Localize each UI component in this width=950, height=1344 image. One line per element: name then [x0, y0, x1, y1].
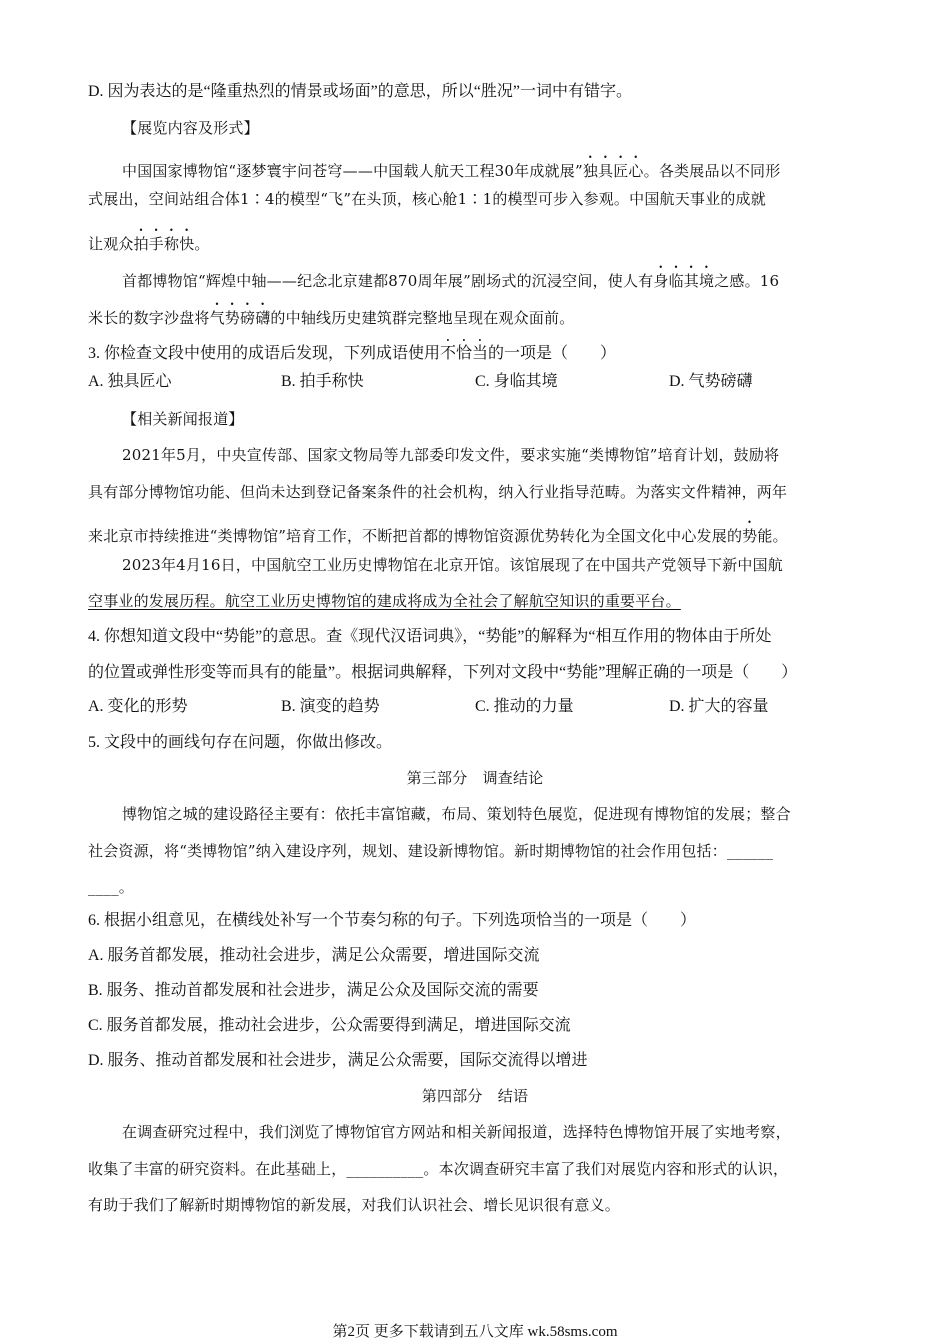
q2-option-d: D. 因为表达的是“隆重热烈的情景或场面”的意思，所以“胜况”一词中有错字。	[88, 83, 632, 100]
exhibit-paragraph-1-line-1: 中国国家博物馆“逐梦寰宇问苍穹——中国载人航天工程30年成就展”独具匠心。各类展品以不同形	[122, 162, 781, 180]
question-6: 6. 根据小组意见，在横线处补写一个节奏匀称的句子。下列选项恰当的一项是（ ）	[88, 912, 697, 929]
question-4-line-2: 的位置或弹性形变等而具有的能量”。根据词典解释，下列对文段中“势能”理解正确的一项是（ ）	[88, 664, 798, 681]
news-paragraph-1-line-3: 来北京市持续推进“类博物馆”培育工作，不断把首都的博物馆资源优势转化为全国文化中心发展的势能。	[88, 527, 788, 545]
page-footer: 第2页 更多下载请到五八文库 wk.58sms.com	[332, 1324, 618, 1340]
q3-option-a: A. 独具匠心	[88, 373, 172, 390]
part-4-line-3: 有助于我们了解新时期博物馆的新发展，对我们认识社会、增长见识很有意义。	[88, 1196, 621, 1214]
part-4-title: 第四部分 结语	[421, 1087, 529, 1105]
exhibit-paragraph-2-line-2: 米长的数字沙盘将气势磅礴的中轴线历史建筑群完整地呈现在观众面前。	[88, 309, 575, 327]
q6-option-d: D. 服务、推动首都发展和社会进步，满足公众需要，国际交流得以增进	[88, 1052, 588, 1069]
idiom-paishou-chengkuai: 拍手称快	[133, 235, 195, 253]
q6-option-a: A. 服务首都发展，推动社会进步，满足公众需要，增进国际交流	[88, 947, 540, 964]
news-paragraph-2-line-1: 2023年4月16日，中国航空工业历史博物馆在北京开馆。该馆展现了在中国共产党领导下新中国航	[122, 556, 784, 574]
q6-option-b: B. 服务、推动首都发展和社会进步，满足公众及国际交流的需要	[88, 982, 539, 999]
q4-option-d: D. 扩大的容量	[669, 698, 769, 715]
exhibit-paragraph-2-line-1: 首都博物馆“辉煌中轴——纪念北京建都870周年展”剧场式的沉浸空间，使人有身临其境之感。16	[122, 272, 780, 290]
q3-option-d: D. 气势磅礴	[669, 373, 753, 390]
news-paragraph-2-line-2: 空事业的发展历程。航空工业历史博物馆的建成将成为全社会了解航空知识的重要平台。	[88, 592, 681, 610]
part-3-line-3: ____。	[88, 878, 135, 896]
exhibit-paragraph-1-line-2: 式展出，空间站组合体1∶4的模型“飞”在头顶，核心舱1∶1的模型可步入参观。中国航天事业的成就	[88, 190, 766, 208]
question-3: 3. 你检查文段中使用的成语后发现，下列成语使用不恰当的一项是（ ）	[88, 345, 617, 362]
news-paragraph-1-line-2: 具有部分博物馆功能、但尚未达到登记备案条件的社会机构，纳入行业指导范畴。为落实文件精神，两年	[88, 483, 788, 501]
news-heading: 【相关新闻报道】	[122, 410, 244, 428]
question-5: 5. 文段中的画线句存在问题，你做出修改。	[88, 734, 393, 751]
part-3-line-1: 博物馆之城的建设路径主要有：依托丰富馆藏，布局、策划特色展览，促进现有博物馆的发展；整合	[122, 805, 791, 823]
part-4-line-1: 在调查研究过程中，我们浏览了博物馆官方网站和相关新闻报道，选择特色博物馆开展了实地考察，	[122, 1123, 791, 1141]
underlined-sentence: 航空工业历史博物馆的建成将成为全社会了解航空知识的重要平台。	[224, 592, 681, 610]
idiom-qishi-pangbo: 气势磅礴	[209, 309, 271, 327]
exhibit-heading: 【展览内容及形式】	[122, 119, 259, 137]
idiom-shenlin-qijing: 身临其境	[653, 272, 715, 290]
q3-option-b: B. 拍手称快	[281, 373, 364, 390]
part-3-title: 第三部分 调查结论	[406, 769, 544, 787]
exhibit-paragraph-1-line-3: 让观众拍手称快。	[88, 235, 210, 253]
q3-option-c: C. 身临其境	[475, 373, 558, 390]
emphasis-bu-qiadang: 不恰当	[440, 345, 489, 362]
idiom-duju-jiangxin: 独具匠心	[582, 162, 644, 180]
q4-option-a: A. 变化的形势	[88, 698, 188, 715]
part-3-line-2: 社会资源，将“类博物馆”纳入建设序列，规划、建设新博物馆。新时期博物馆的社会作用包括：______	[88, 842, 774, 860]
q6-option-c: C. 服务首都发展，推动社会进步，公众需要得到满足，增进国际交流	[88, 1017, 571, 1034]
part-4-line-2: 收集了丰富的研究资料。在此基础上，__________。本次调查研究丰富了我们对展览内容和形式的认识，	[88, 1160, 789, 1178]
question-4-line-1: 4. 你想知道文段中“势能”的意思。查《现代汉语词典》，“势能”的解释为“相互作用的物体由于所处	[88, 628, 772, 645]
emphasis-shi: 势	[742, 527, 758, 545]
q4-option-c: C. 推动的力量	[475, 698, 574, 715]
news-paragraph-1-line-1: 2021年5月，中央宣传部、国家文物局等九部委印发文件，要求实施“类博物馆”培育计划，鼓励将	[122, 446, 780, 464]
q4-option-b: B. 演变的趋势	[281, 698, 380, 715]
